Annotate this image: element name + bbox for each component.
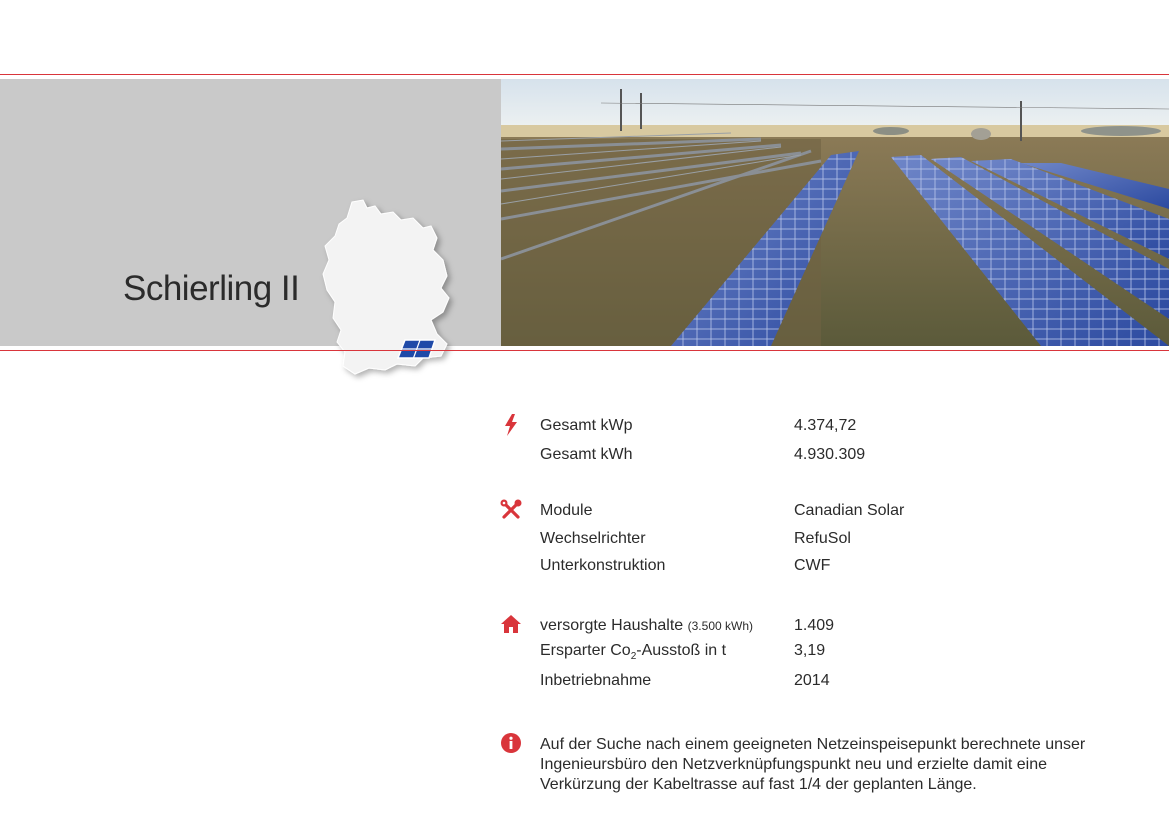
tools-icon	[500, 499, 522, 521]
spec-value-kwh: 4.930.309	[794, 446, 866, 463]
spec-value-substructure: CWF	[794, 557, 831, 574]
spec-value-kwp: 4.374,72	[794, 417, 857, 434]
bottom-divider	[0, 350, 1169, 351]
spec-label-co2: Ersparter $Co_2$-Ausstoß in t	[540, 642, 727, 662]
spec-value-inverter: RefuSol	[794, 530, 851, 547]
top-divider	[0, 74, 1169, 75]
spec-label-module: Module	[540, 502, 593, 519]
spec-label-households: versorgte Haushalte (3.500 kWh)	[540, 617, 753, 634]
households-note: (3.500 kWh)	[687, 619, 753, 633]
germany-map-icon	[305, 194, 465, 389]
spec-value-module: Canadian Solar	[794, 502, 905, 519]
solar-park-photo	[501, 79, 1169, 346]
house-icon	[500, 614, 522, 634]
spec-label-substructure: Unterkonstruktion	[540, 557, 666, 574]
spec-label-commissioning: Inbetriebnahme	[540, 672, 652, 689]
page-title: Schierling II	[123, 269, 300, 308]
solar-panel-icon	[398, 340, 435, 358]
info-icon	[501, 733, 521, 753]
spec-label-kwp: Gesamt kWp	[540, 417, 633, 434]
lightning-icon	[503, 414, 519, 436]
spec-value-households: 1.409	[794, 617, 835, 634]
spec-value-co2: 3,19	[794, 642, 826, 659]
spec-label-inverter: Wechselrichter	[540, 530, 646, 547]
spec-label-kwh: Gesamt kWh	[540, 446, 633, 463]
spec-value-commissioning: 2014	[794, 672, 830, 689]
project-note: Auf der Suche nach einem geeigneten Netzeinspeisepunkt berechnete unser Ingenieursbüro den Netzverknüpfungspunkt neu und erzielte damit eine Verkürzung der Kabeltrasse auf fast 1/4 der geplanten Länge.	[540, 736, 1086, 793]
title-banner	[0, 79, 501, 346]
